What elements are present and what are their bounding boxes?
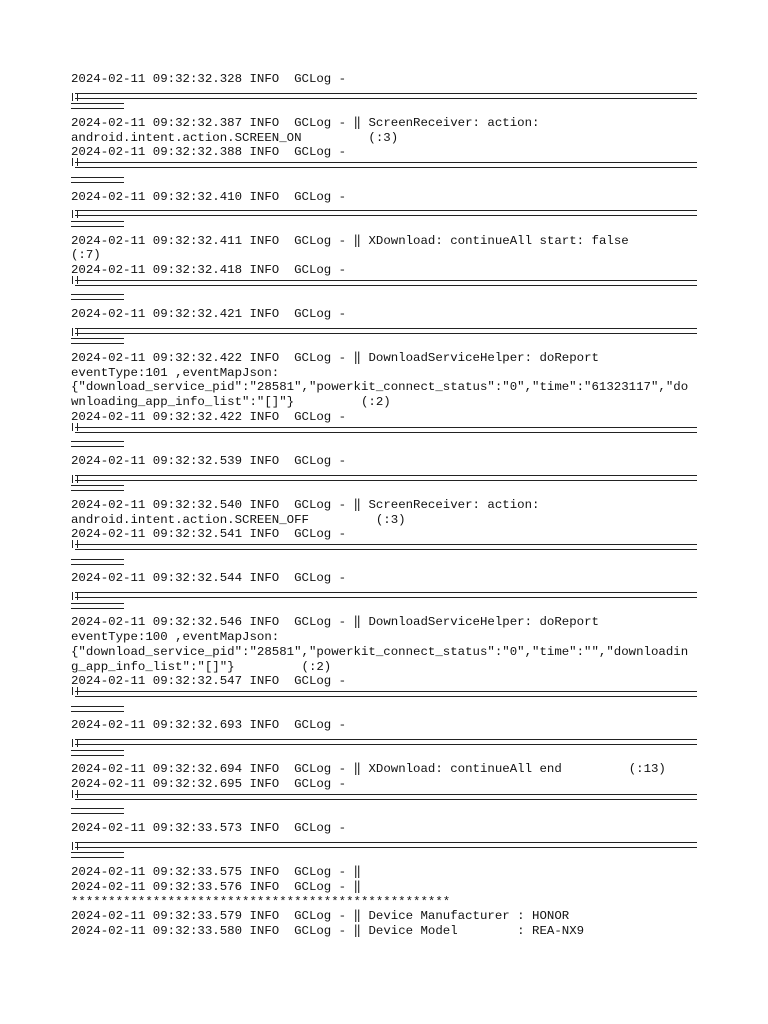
- box-wrap-tail: [71, 748, 697, 763]
- box-wrap-tail: [71, 175, 697, 190]
- log-line: eventType:100 ,eventMapJson:: [71, 630, 280, 645]
- box-bottom-border: [71, 160, 697, 175]
- log-line: 2024-02-11 09:32:33.579 INFO GCLog - ‖ Device Manufacturer : HONOR: [71, 909, 570, 924]
- box-rule: [71, 603, 124, 609]
- log-line: android.intent.action.SCREEN_OFF (:3): [71, 512, 406, 527]
- box-top-border: [71, 836, 697, 851]
- log-line: 2024-02-11 09:32:32.418 INFO GCLog -: [71, 262, 347, 277]
- log-line: 2024-02-11 09:32:32.544 INFO GCLog -: [71, 571, 347, 586]
- box-top-border: [71, 322, 697, 337]
- log-line: {"download_service_pid":"28581","powerkit_connect_status":"0","time":"61323117","do: [71, 380, 689, 395]
- box-rule: [71, 221, 124, 227]
- box-rule: [75, 93, 697, 99]
- box-rule: [75, 280, 697, 286]
- box-rule: [71, 103, 124, 109]
- log-line: 2024-02-11 09:32:32.693 INFO GCLog -: [71, 718, 347, 733]
- box-rule: [71, 441, 124, 447]
- box-rule: [71, 559, 124, 565]
- box-rule: [75, 328, 697, 334]
- log-line: 2024-02-11 09:32:32.695 INFO GCLog -: [71, 777, 347, 791]
- log-line: 2024-02-11 09:32:32.422 INFO GCLog - ‖ DownloadServiceHelper: doReport: [71, 351, 599, 366]
- box-bottom-border: [71, 792, 697, 807]
- log-line: 2024-02-11 09:32:32.422 INFO GCLog -: [71, 409, 347, 424]
- box-rule: [71, 294, 124, 300]
- log-line: 2024-02-11 09:32:32.539 INFO GCLog -: [71, 453, 347, 468]
- log-line: wnloading_app_info_list":"[]"} (:2): [71, 395, 391, 410]
- box-rule: [75, 842, 697, 848]
- log-line: 2024-02-11 09:32:32.694 INFO GCLog - ‖ XDownload: continueAll end (:13): [71, 762, 666, 777]
- box-rule: [75, 544, 697, 550]
- log-line: 2024-02-11 09:32:32.411 INFO GCLog - ‖ XDownload: continueAll start: false: [71, 233, 629, 248]
- box-rule: [71, 750, 124, 756]
- box-rule: [71, 808, 124, 814]
- log-line: 2024-02-11 09:32:32.541 INFO GCLog -: [71, 527, 347, 542]
- box-wrap-tail: [71, 101, 697, 116]
- log-line: 2024-02-11 09:32:32.546 INFO GCLog - ‖ DownloadServiceHelper: doReport: [71, 615, 599, 630]
- log-line: {"download_service_pid":"28581","powerkit_connect_status":"0","time":"","downloadin: [71, 644, 689, 659]
- box-rule: [71, 706, 124, 712]
- log-line: 2024-02-11 09:32:32.387 INFO GCLog - ‖ ScreenReceiver: action:: [71, 116, 540, 131]
- box-wrap-tail: [71, 483, 697, 498]
- log-line: 2024-02-11 09:32:33.580 INFO GCLog - ‖ Device Model : REA-NX9: [71, 923, 585, 938]
- log-line: 2024-02-11 09:32:33.575 INFO GCLog - ‖: [71, 865, 362, 880]
- log-line: 2024-02-11 09:32:32.547 INFO GCLog -: [71, 674, 347, 689]
- box-rule: [75, 210, 697, 216]
- box-wrap-tail: [71, 850, 697, 865]
- box-rule: [71, 338, 124, 344]
- log-line: (:7): [71, 248, 101, 263]
- box-rule: [75, 592, 697, 598]
- log-line: g_app_info_list":"[]"} (:2): [71, 659, 332, 674]
- box-rule: [75, 427, 697, 433]
- box-top-border: [71, 204, 697, 219]
- box-top-border: [71, 469, 697, 484]
- box-bottom-border: [71, 689, 697, 704]
- box-bottom-border: [71, 542, 697, 557]
- log-line: 2024-02-11 09:32:33.573 INFO GCLog -: [71, 821, 347, 836]
- log-line: android.intent.action.SCREEN_ON (:3): [71, 130, 399, 145]
- box-bottom-border: [71, 425, 697, 440]
- box-wrap-tail: [71, 806, 697, 821]
- box-rule: [71, 852, 124, 858]
- log-line: ***************************************************: [71, 894, 451, 909]
- log-line: 2024-02-11 09:32:32.388 INFO GCLog -: [71, 145, 347, 160]
- box-rule: [75, 794, 697, 800]
- log-line: 2024-02-11 09:32:32.328 INFO GCLog -: [71, 72, 347, 86]
- box-wrap-tail: [71, 336, 697, 351]
- box-rule: [75, 475, 697, 481]
- box-top-border: [71, 586, 697, 601]
- box-wrap-tail: [71, 557, 697, 572]
- box-wrap-tail: [71, 601, 697, 616]
- box-top-border: [71, 733, 697, 748]
- log-document: [71, 72, 697, 939]
- log-line: 2024-02-11 09:32:32.421 INFO GCLog -: [71, 307, 347, 321]
- box-top-border: [71, 87, 697, 102]
- box-rule: [75, 162, 697, 168]
- log-line: eventType:101 ,eventMapJson:: [71, 365, 280, 380]
- log-line: 2024-02-11 09:32:32.410 INFO GCLog -: [71, 189, 347, 204]
- box-wrap-tail: [71, 292, 697, 307]
- box-rule: [71, 485, 124, 491]
- log-line: 2024-02-11 09:32:32.540 INFO GCLog - ‖ ScreenReceiver: action:: [71, 497, 540, 512]
- log-line: 2024-02-11 09:32:33.576 INFO GCLog - ‖: [71, 879, 362, 894]
- box-rule: [71, 177, 124, 183]
- box-wrap-tail: [71, 704, 697, 719]
- box-wrap-tail: [71, 219, 697, 234]
- box-bottom-border: [71, 278, 697, 293]
- box-rule: [75, 739, 697, 745]
- box-rule: [75, 691, 697, 697]
- box-wrap-tail: [71, 439, 697, 454]
